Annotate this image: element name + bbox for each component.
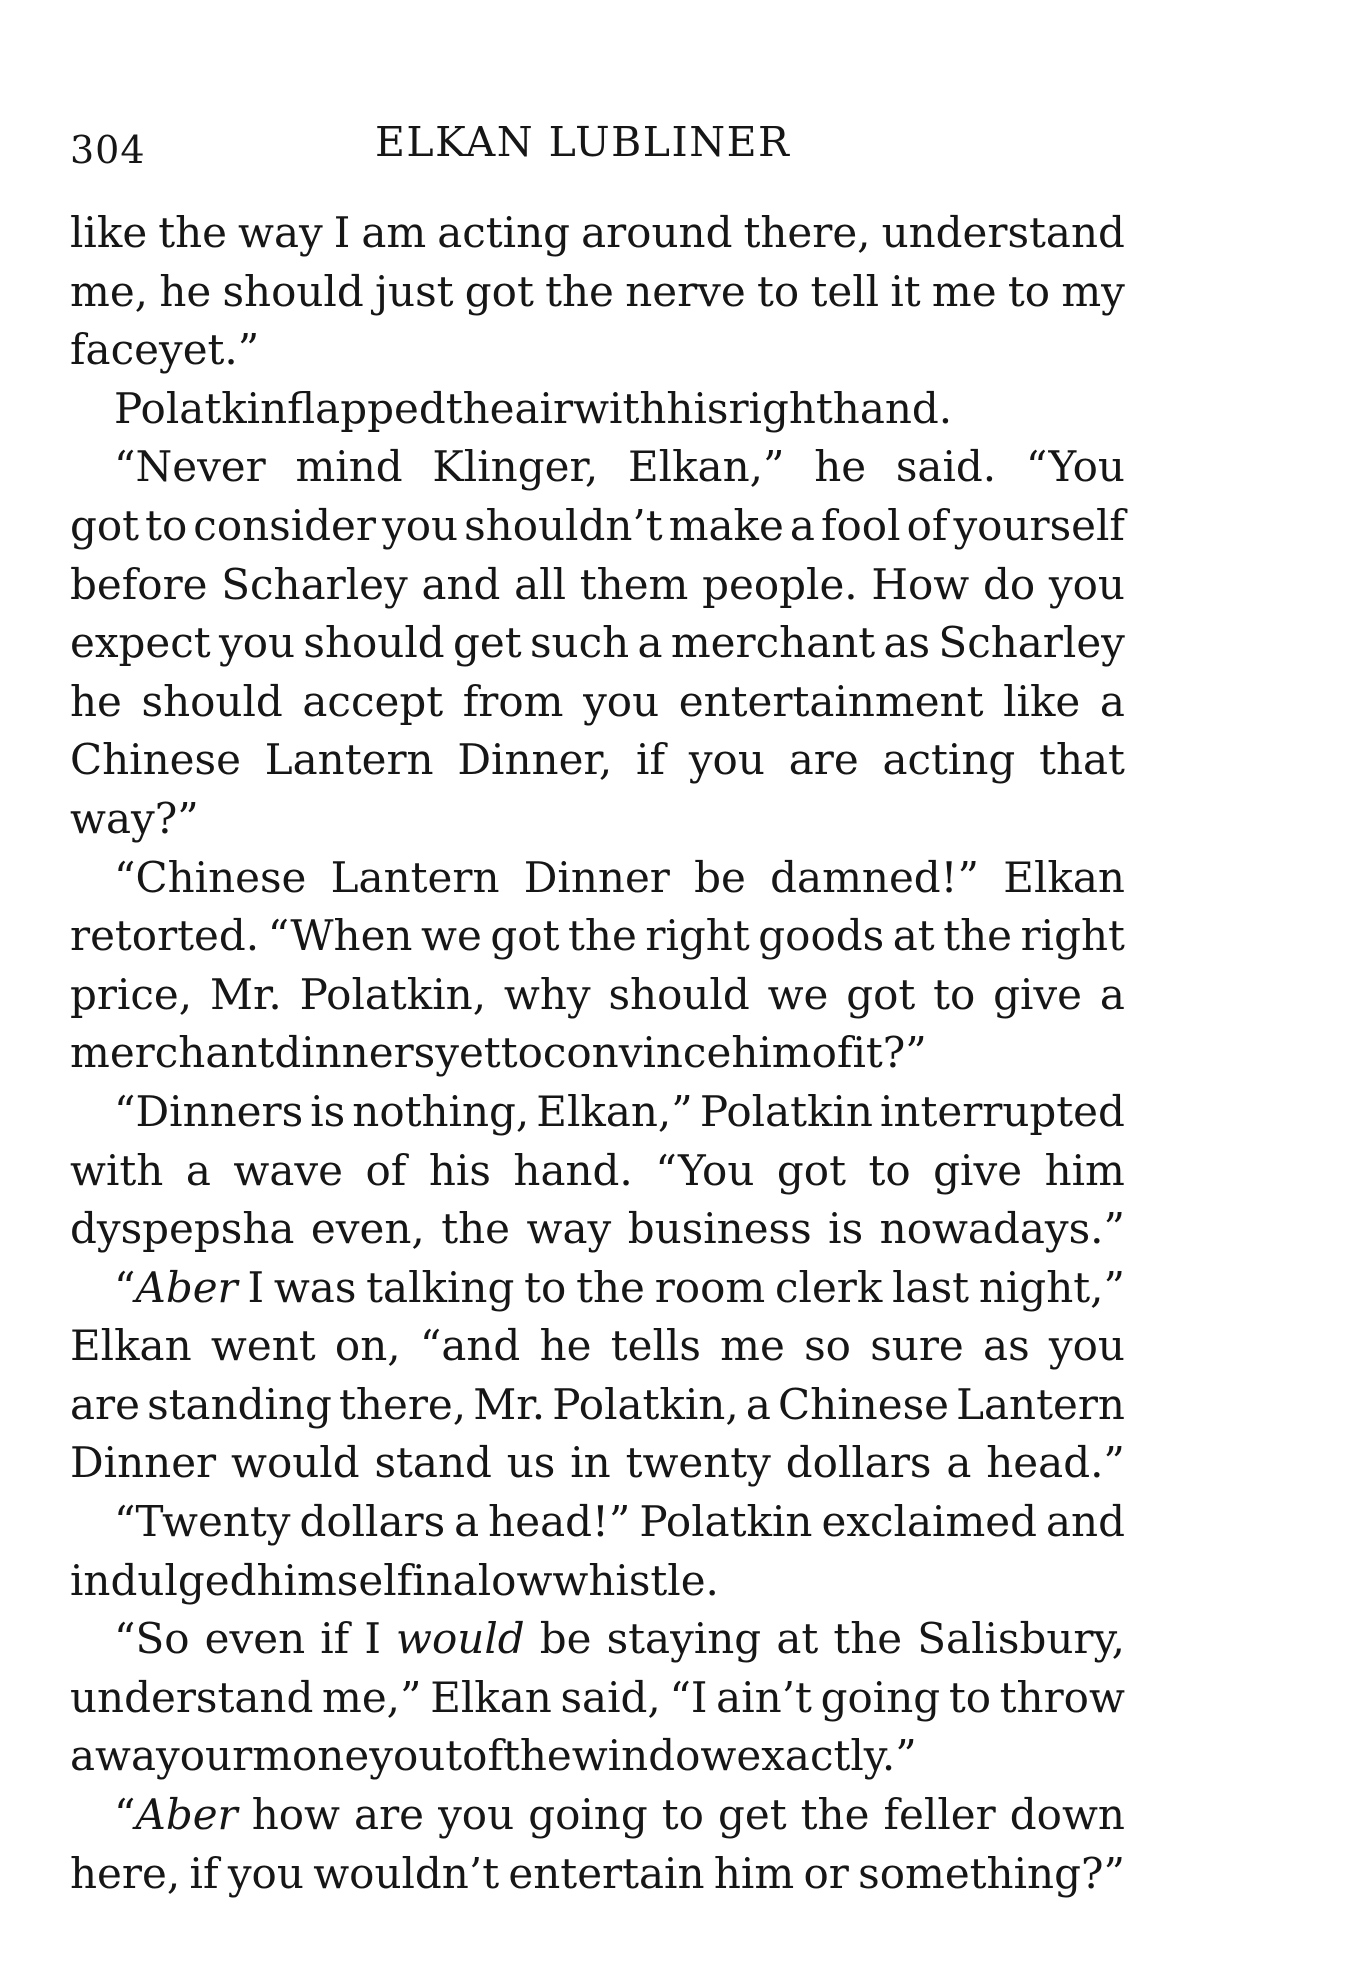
word: mind	[295, 442, 403, 492]
word: just	[375, 266, 454, 316]
word: give	[933, 1145, 1023, 1195]
running-title: ELKAN LUBLINER	[375, 118, 791, 166]
word: Polatkin	[639, 1497, 813, 1547]
word: right	[645, 911, 750, 961]
word: Dinner,	[457, 735, 613, 785]
word: as	[983, 1321, 1030, 1371]
word: dinners	[274, 1028, 436, 1078]
word: Polatkin	[699, 1086, 873, 1136]
text-line	[70, 966, 1125, 1025]
word: going	[528, 1790, 648, 1840]
word: Mr.	[209, 969, 282, 1019]
word: head.”	[986, 1438, 1125, 1488]
word: Polatkin	[114, 383, 288, 433]
body-text	[70, 204, 1125, 1903]
word: or	[803, 1848, 849, 1898]
word: Elkan	[430, 1672, 552, 1722]
word: are	[354, 1790, 425, 1840]
word: you	[227, 1848, 304, 1898]
word: yet	[435, 1028, 501, 1078]
word: should	[608, 969, 750, 1019]
word: indulged	[70, 1555, 257, 1605]
text-line	[70, 1376, 1125, 1435]
word: the	[545, 266, 614, 316]
word: you	[583, 676, 660, 726]
word: the	[943, 911, 1013, 961]
word: the	[158, 208, 227, 257]
word: around	[581, 208, 733, 257]
word: a	[1099, 676, 1125, 726]
word: feller	[883, 1790, 996, 1840]
word: Lantern	[330, 852, 500, 902]
word: Scharley	[938, 618, 1125, 668]
word: low	[477, 1555, 553, 1605]
text-line	[70, 1434, 1125, 1493]
word: you	[1048, 559, 1125, 609]
word: price,	[70, 969, 193, 1019]
word: dollars	[785, 1438, 932, 1488]
word: you	[219, 618, 296, 668]
word: How	[871, 559, 970, 609]
text-line	[70, 1317, 1125, 1376]
word: “Aber	[114, 1262, 238, 1312]
word: why	[503, 969, 591, 1019]
text-line	[70, 1610, 1125, 1669]
word: “So	[114, 1614, 190, 1664]
word: is	[828, 1204, 864, 1254]
word: him	[731, 1028, 812, 1078]
word: fool	[820, 500, 901, 550]
text-line	[70, 1727, 1125, 1786]
text-line	[70, 321, 1125, 380]
word: that	[1039, 735, 1125, 785]
word: a	[946, 1438, 972, 1488]
word: you	[438, 1790, 515, 1840]
word: “You	[1025, 442, 1125, 492]
word: of	[906, 500, 948, 550]
word: a	[185, 1145, 211, 1195]
word: goods	[758, 911, 885, 961]
word: us	[506, 1438, 556, 1488]
word: acting	[882, 735, 1016, 785]
word: like	[1003, 676, 1081, 726]
word: such	[529, 618, 630, 668]
word: dollars	[299, 1497, 446, 1547]
word: to	[948, 1672, 991, 1722]
word: standing	[147, 1379, 332, 1429]
text-line	[70, 1259, 1125, 1318]
text-line	[70, 1552, 1125, 1611]
word: are	[70, 1379, 140, 1429]
text-line	[70, 1493, 1125, 1552]
word: and	[421, 559, 501, 609]
word: you	[688, 735, 765, 785]
word: Salisbury,	[917, 1614, 1125, 1664]
word: himself	[256, 1555, 413, 1605]
word: twenty	[625, 1438, 771, 1488]
word: to	[524, 1262, 567, 1312]
word: way?”	[70, 793, 199, 843]
word: business	[627, 1204, 812, 1254]
word: “and	[419, 1321, 521, 1371]
word: he	[70, 676, 122, 726]
word: the	[833, 1614, 903, 1664]
word: it	[890, 266, 921, 316]
word: Chinese	[70, 735, 241, 785]
word: going	[820, 1672, 941, 1722]
word: people.	[702, 559, 858, 609]
word: wave	[233, 1145, 343, 1195]
text-line	[70, 1083, 1125, 1142]
word: his	[428, 1145, 491, 1195]
word: Elkan,”	[628, 442, 785, 492]
word: as	[883, 618, 931, 668]
word: entertain	[508, 1848, 705, 1898]
word: in	[570, 1438, 611, 1488]
word: wouldn’t	[313, 1848, 500, 1898]
word: should	[141, 676, 283, 726]
word: of	[462, 1731, 503, 1781]
text-line	[70, 907, 1125, 966]
word: me,”	[322, 1672, 422, 1722]
word: to	[661, 1790, 704, 1840]
word: a	[637, 618, 663, 668]
word: “Dinners	[114, 1086, 304, 1136]
word: all	[514, 559, 567, 609]
word: clerk	[774, 1262, 883, 1312]
word: be	[694, 852, 746, 902]
word: even	[204, 1614, 306, 1664]
word: him	[713, 1848, 795, 1898]
word: Lantern	[264, 735, 434, 785]
word: consider	[193, 500, 376, 550]
word: window	[571, 1731, 737, 1781]
word: “You	[655, 1145, 755, 1195]
word: me	[720, 1321, 785, 1371]
word: tell	[810, 266, 880, 316]
word: air	[514, 383, 574, 433]
word: get	[453, 618, 522, 668]
word: in	[412, 1555, 453, 1605]
word: me	[931, 266, 997, 316]
text-line	[70, 380, 1125, 439]
word: money	[252, 1731, 393, 1781]
word: is	[310, 1086, 346, 1136]
word: yourself	[953, 500, 1125, 550]
word: retorted.	[70, 911, 260, 961]
text-line	[70, 438, 1125, 497]
word: “I	[669, 1672, 708, 1722]
text-line	[70, 614, 1125, 673]
word: to	[145, 500, 188, 550]
word: Elkan	[70, 1321, 192, 1371]
word: right	[728, 383, 833, 433]
word: down	[1009, 1790, 1125, 1840]
word: before	[70, 559, 208, 609]
word: should	[303, 618, 445, 668]
running-head	[70, 118, 1120, 178]
text-line	[70, 849, 1125, 908]
word: away	[70, 1731, 180, 1781]
word: acting	[437, 208, 571, 257]
word: sure	[870, 1321, 964, 1371]
word: nothing,	[352, 1086, 530, 1136]
word: exactly.”	[736, 1731, 917, 1781]
word: I	[364, 1614, 381, 1664]
word: damned!”	[770, 852, 980, 902]
word: to	[868, 1145, 911, 1195]
word: he	[814, 442, 867, 492]
text-line	[70, 263, 1125, 322]
word: would	[396, 1614, 525, 1664]
word: at	[776, 1614, 819, 1664]
word: you	[1048, 1321, 1125, 1371]
word: I	[247, 1262, 265, 1312]
word: convince	[542, 1028, 732, 1078]
text-line	[70, 790, 1125, 849]
word: “Twenty	[114, 1497, 291, 1547]
word: we	[767, 969, 829, 1019]
word: make	[668, 500, 784, 550]
word: the	[503, 1731, 572, 1781]
word: was	[273, 1262, 357, 1312]
word: even,	[310, 1204, 425, 1254]
word: “Aber	[114, 1790, 238, 1840]
word: Dinner	[70, 1438, 217, 1488]
word: do	[982, 559, 1036, 609]
word: whistle.	[552, 1555, 719, 1605]
word: last	[892, 1262, 970, 1312]
word: out	[392, 1731, 463, 1781]
word: tells	[610, 1321, 701, 1371]
word: entertainment	[678, 676, 984, 726]
word: it?”	[852, 1028, 927, 1078]
word: said,	[560, 1672, 661, 1722]
word: throw	[999, 1672, 1125, 1722]
word: exclaimed	[821, 1497, 1038, 1547]
word: the	[568, 911, 637, 961]
word: am	[361, 208, 427, 257]
word: are	[788, 735, 859, 785]
word: understand	[70, 1672, 314, 1722]
word: to	[500, 1028, 543, 1078]
word: should	[222, 266, 364, 316]
word: merchant	[670, 618, 876, 668]
word: with	[573, 383, 667, 433]
word: got	[846, 969, 916, 1019]
word: if	[636, 735, 666, 785]
word: his	[666, 383, 729, 433]
word: here,	[70, 1848, 181, 1898]
word: a	[745, 1379, 771, 1429]
word: and	[1046, 1497, 1125, 1547]
text-line	[70, 731, 1125, 790]
word: nerve	[625, 266, 746, 316]
word: flapped	[287, 383, 446, 433]
word: understand	[881, 208, 1125, 257]
word: dyspepsha	[70, 1204, 295, 1254]
word: our	[179, 1731, 253, 1781]
word: way	[526, 1204, 612, 1254]
word: Polatkin,	[552, 1379, 739, 1429]
text-line	[70, 1024, 1125, 1083]
word: got	[776, 1145, 846, 1195]
word: merchant	[70, 1028, 275, 1078]
word: would	[231, 1438, 360, 1488]
word: on,	[334, 1321, 401, 1371]
word: right	[1020, 911, 1125, 961]
text-line	[70, 1845, 1125, 1904]
text-line	[70, 1669, 1125, 1728]
text-line	[70, 1142, 1125, 1201]
word: accept	[302, 676, 444, 726]
word: stand	[374, 1438, 492, 1488]
word: me,	[70, 266, 149, 316]
word: the	[445, 383, 515, 433]
word: we	[421, 911, 482, 961]
word: there,	[743, 208, 871, 257]
word: he	[159, 266, 212, 316]
word: Chinese	[778, 1379, 949, 1429]
text-line	[70, 497, 1125, 556]
word: him	[1044, 1145, 1125, 1195]
text-line	[70, 673, 1125, 732]
word: said.	[895, 442, 997, 492]
word: staying	[606, 1614, 762, 1664]
word: of	[811, 1028, 853, 1078]
word: so	[804, 1321, 851, 1371]
word: the	[441, 1204, 511, 1254]
word: Elkan,”	[536, 1086, 693, 1136]
word: of	[365, 1145, 407, 1195]
word: a	[454, 1497, 480, 1547]
word: to	[1007, 266, 1051, 316]
word: hand.	[832, 383, 953, 433]
word: be	[539, 1614, 592, 1664]
word: expect	[70, 618, 211, 668]
word: shouldn’t	[464, 500, 663, 550]
word: Mr.	[473, 1379, 546, 1429]
word: with	[70, 1145, 164, 1195]
word: got	[70, 500, 140, 550]
word: Klinger,	[432, 442, 599, 492]
page-number: 304	[70, 128, 146, 172]
word: if	[320, 1614, 350, 1664]
word: Scharley	[221, 559, 408, 609]
word: to	[933, 969, 976, 1019]
word: talking	[366, 1262, 515, 1312]
word: room	[654, 1262, 766, 1312]
text-line	[70, 204, 1125, 263]
word: got	[490, 911, 560, 961]
word: Dinner	[523, 852, 670, 902]
word: yet.”	[158, 325, 260, 375]
word: like	[70, 208, 148, 257]
word: head!”	[488, 1497, 631, 1547]
word: “Chinese	[114, 852, 307, 902]
word: give	[993, 969, 1083, 1019]
text-line	[70, 1786, 1125, 1845]
word: to	[757, 266, 800, 316]
word: I	[333, 208, 351, 257]
word: Elkan	[1003, 852, 1125, 902]
word: interrupted	[880, 1086, 1125, 1136]
word: “When	[267, 911, 413, 961]
word: ain’t	[716, 1672, 812, 1722]
word: went	[210, 1321, 316, 1371]
word: hand.	[513, 1145, 633, 1195]
word: night,”	[978, 1262, 1125, 1312]
word: a	[452, 1555, 478, 1605]
word: the	[800, 1790, 870, 1840]
word: something?”	[858, 1848, 1125, 1898]
word: Lantern	[956, 1379, 1125, 1429]
word: you	[382, 500, 459, 550]
word: got	[464, 266, 534, 316]
word: a	[789, 500, 815, 550]
word: “Never	[114, 442, 266, 492]
word: there,	[339, 1379, 467, 1429]
word: way	[238, 208, 323, 257]
word: at	[892, 911, 935, 961]
word: face	[70, 325, 159, 375]
word: them	[579, 559, 689, 609]
text-line	[70, 556, 1125, 615]
word: nowadays.”	[879, 1204, 1125, 1254]
word: get	[718, 1790, 787, 1840]
word: my	[1061, 266, 1125, 316]
word: he	[539, 1321, 592, 1371]
word: a	[1099, 969, 1125, 1019]
word: if	[189, 1848, 219, 1898]
word: from	[462, 676, 564, 726]
word: how	[251, 1790, 340, 1840]
text-line	[70, 1200, 1125, 1259]
word: Polatkin,	[299, 969, 487, 1019]
word: the	[576, 1262, 645, 1312]
